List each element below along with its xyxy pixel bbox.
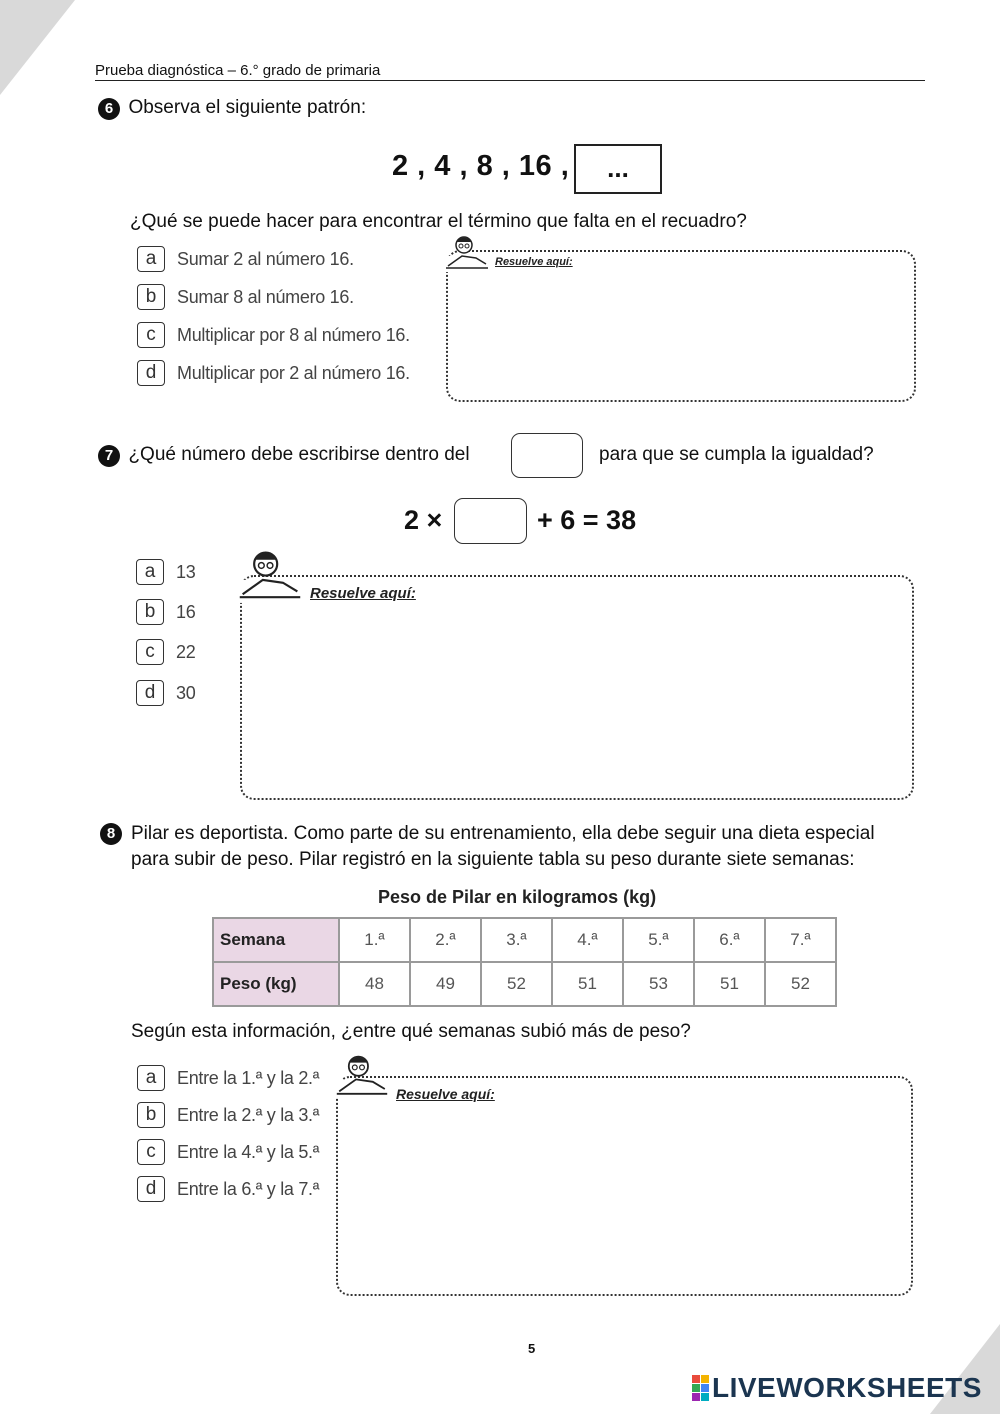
option-text: Sumar 2 al número 16. bbox=[177, 248, 354, 269]
brand-name: LIVEWORKSHEETS bbox=[712, 1372, 982, 1403]
page-header: Prueba diagnóstica – 6.° grado de primaria bbox=[95, 62, 925, 81]
option-6b[interactable] bbox=[137, 284, 354, 310]
student-writing-icon bbox=[442, 234, 492, 274]
number-sequence: 2 , 4 , 8 , 16 , bbox=[392, 150, 570, 182]
option-letter: c bbox=[136, 639, 164, 665]
table-row-weights bbox=[213, 962, 836, 1006]
row-label-weight: Peso (kg) bbox=[213, 962, 339, 1006]
page-number: 5 bbox=[528, 1341, 536, 1356]
option-letter: b bbox=[136, 599, 164, 625]
option-letter: b bbox=[137, 1102, 165, 1128]
week-cell: 5.ª bbox=[623, 918, 694, 962]
option-7d[interactable] bbox=[136, 680, 195, 706]
week-cell: 6.ª bbox=[694, 918, 765, 962]
option-6a[interactable] bbox=[137, 246, 354, 272]
work-area-8[interactable] bbox=[336, 1076, 913, 1296]
option-7a[interactable] bbox=[136, 559, 195, 585]
question-8-question: Según esta información, ¿entre qué semanas subió más de peso? bbox=[131, 1021, 691, 1042]
student-writing-icon bbox=[332, 1053, 392, 1101]
option-6c[interactable] bbox=[137, 322, 410, 348]
option-text: 16 bbox=[176, 601, 196, 622]
equation-blank-box[interactable] bbox=[454, 498, 527, 544]
option-letter: d bbox=[137, 360, 165, 386]
question-number-7: 7 bbox=[98, 445, 120, 467]
option-letter: d bbox=[137, 1176, 165, 1202]
option-letter: c bbox=[137, 322, 165, 348]
question-8-prompt bbox=[100, 823, 122, 845]
brand-logo-icon bbox=[692, 1375, 709, 1401]
option-letter: b bbox=[137, 284, 165, 310]
weight-table bbox=[212, 917, 837, 1007]
option-text: Entre la 1.ª y la 2.ª bbox=[177, 1067, 320, 1088]
work-area-6[interactable] bbox=[446, 250, 916, 402]
question-number-8: 8 bbox=[100, 823, 122, 845]
option-8c[interactable] bbox=[137, 1139, 319, 1165]
row-label-week: Semana bbox=[213, 918, 339, 962]
work-area-label: Resuelve aquí: bbox=[495, 256, 573, 268]
weight-cell: 48 bbox=[339, 962, 410, 1006]
option-text: Entre la 6.ª y la 7.ª bbox=[177, 1178, 320, 1199]
student-writing-icon bbox=[234, 548, 306, 606]
option-text: 30 bbox=[176, 682, 196, 703]
question-6-question: ¿Qué se puede hacer para encontrar el término que falta en el recuadro? bbox=[130, 211, 747, 232]
missing-term-box: ... bbox=[574, 144, 662, 194]
question-7-text-after: para que se cumpla la igualdad? bbox=[599, 444, 874, 465]
week-cell: 4.ª bbox=[552, 918, 623, 962]
option-letter: a bbox=[136, 559, 164, 585]
week-cell: 7.ª bbox=[765, 918, 836, 962]
option-7b[interactable] bbox=[136, 599, 195, 625]
week-cell: 3.ª bbox=[481, 918, 552, 962]
table-title: Peso de Pilar en kilogramos (kg) bbox=[378, 887, 657, 907]
question-8-line-2: para subir de peso. Pilar registró en la siguiente tabla su peso durante siete semanas: bbox=[131, 849, 855, 870]
option-text: Sumar 8 al número 16. bbox=[177, 286, 354, 307]
week-cell: 2.ª bbox=[410, 918, 481, 962]
question-7-text-before: ¿Qué número debe escribirse dentro del bbox=[128, 444, 470, 465]
question-6-prompt bbox=[98, 97, 366, 120]
equation-right: + 6 = 38 bbox=[537, 505, 637, 535]
question-number-6: 6 bbox=[98, 98, 120, 120]
option-text: Multiplicar por 2 al número 16. bbox=[177, 362, 410, 383]
page-corner-top-left bbox=[0, 0, 75, 95]
work-area-7[interactable] bbox=[240, 575, 914, 800]
option-letter: d bbox=[136, 680, 164, 706]
week-cell: 1.ª bbox=[339, 918, 410, 962]
table-row-weeks bbox=[213, 918, 836, 962]
option-letter: c bbox=[137, 1139, 165, 1165]
question-8-line-1: Pilar es deportista. Como parte de su entrenamiento, ella debe seguir una dieta especial bbox=[131, 823, 875, 844]
work-area-label: Resuelve aquí: bbox=[310, 585, 416, 602]
option-8d[interactable] bbox=[137, 1176, 319, 1202]
liveworksheets-logo[interactable] bbox=[692, 1372, 982, 1404]
option-letter: a bbox=[137, 1065, 165, 1091]
option-text: Entre la 2.ª y la 3.ª bbox=[177, 1104, 320, 1125]
weight-cell: 49 bbox=[410, 962, 481, 1006]
option-8a[interactable] bbox=[137, 1065, 319, 1091]
option-7c[interactable] bbox=[136, 639, 195, 665]
option-text: Multiplicar por 8 al número 16. bbox=[177, 324, 410, 345]
weight-cell: 52 bbox=[765, 962, 836, 1006]
option-8b[interactable] bbox=[137, 1102, 319, 1128]
option-letter: a bbox=[137, 246, 165, 272]
question-7-prompt bbox=[98, 444, 470, 467]
weight-cell: 51 bbox=[552, 962, 623, 1006]
option-text: 13 bbox=[176, 561, 196, 582]
option-text: Entre la 4.ª y la 5.ª bbox=[177, 1141, 320, 1162]
equation-left: 2 × bbox=[404, 505, 443, 535]
weight-cell: 52 bbox=[481, 962, 552, 1006]
blank-box-symbol bbox=[511, 433, 583, 478]
weight-cell: 53 bbox=[623, 962, 694, 1006]
work-area-label: Resuelve aquí: bbox=[396, 1086, 495, 1102]
option-text: 22 bbox=[176, 641, 196, 662]
option-6d[interactable] bbox=[137, 360, 410, 386]
question-6-text: Observa el siguiente patrón: bbox=[128, 97, 367, 118]
weight-cell: 51 bbox=[694, 962, 765, 1006]
